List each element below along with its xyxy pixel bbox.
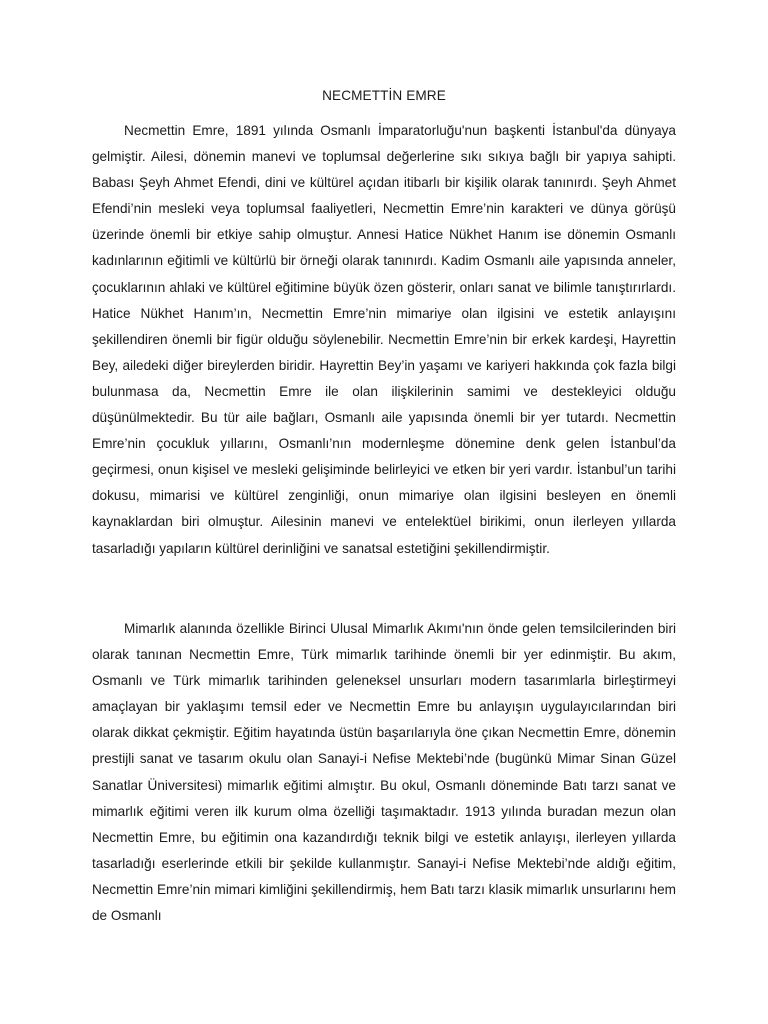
document-title: NECMETTİN EMRE: [322, 88, 446, 103]
paragraph-architecture: Mimarlık alanında özellikle Birinci Ulusal Mimarlık Akımı'nın önde gelen temsilcilerinden biri olarak tanınan Necmettin Emre, Türk mimarlık tarihinde önemli bir yer edinmiştir. Bu akım, Osmanlı ve Türk mimarlık tarihinden geleneksel unsurları modern tasarımlarla birleştirmeyi amaçlayan bir yaklaşımı temsil eder ve Necmettin Emre bu anlayışın uygulayıcılarından biri olarak dikkat çekmiştir. Eğitim hayatında üstün başarılarıyla öne çıkan Necmettin Emre, dönemin prestijli sanat ve tasarım okulu olan Sanayi-i Nefise Mektebi’nde (bugünkü Mimar Sinan Güzel Sanatlar Üniversitesi) mimarlık eğitimi almıştır. Bu okul, Osmanlı döneminde Batı tarzı sanat ve mimarlık eğitimi veren ilk kurum olma özelliği taşımaktadır. 1913 yılında buradan mezun olan Necmettin Emre, bu eğitimin ona kazandırdığı teknik bilgi ve estetik anlayışı, ilerleyen yıllarda tasarladığı eserlerinde etkili bir şekilde kullanmıştır. Sanayi-i Nefise Mektebi’nde aldığı eğitim, Necmettin Emre’nin mimari kimliğini şekillendirmiş, hem Batı tarzı klasik mimarlık unsurlarını hem de Osmanlı: [92, 621, 676, 924]
paragraph-biography: Necmettin Emre, 1891 yılında Osmanlı İmparatorluğu'nun başkenti İstanbul'da dünyaya gelmiştir. Ailesi, dönemin manevi ve toplumsal değerlerine sıkı sıkıya bağlı bir yapıya sahipti. Babası Şeyh Ahmet Efendi, dini ve kültürel açıdan itibarlı bir kişilik olarak tanınırdı. Şeyh Ahmet Efendi’nin mesleki veya toplumsal faaliyetleri, Necmettin Emre’nin karakteri ve dünya görüşü üzerinde önemli bir etkiye sahip olmuştur. Annesi Hatice Nükhet Hanım ise dönemin Osmanlı kadınlarının eğitimli ve kültürlü bir örneği olarak tanınırdı. Kadim Osmanlı aile yapısında anneler, çocuklarının ahlaki ve kültürel eğitimine büyük özen gösterir, onları sanat ve bilimle tanıştırırlardı. Hatice Nükhet Hanım’ın, Necmettin Emre’nin mimariye olan ilgisini ve estetik anlayışını şekillendiren önemli bir figür olduğu söylenebilir. Necmettin Emre’nin bir erkek kardeşi, Hayrettin Bey, ailedeki diğer bireylerden biridir. Hayrettin Bey’in yaşamı ve kariyeri hakkında çok fazla bilgi bulunmasa da, Necmettin Emre ile olan ilişkilerinin samimi ve destekleyici olduğu düşünülmektedir. Bu tür aile bağları, Osmanlı aile yapısında önemli bir yer tutardı. Necmettin Emre’nin çocukluk yıllarını, Osmanlı’nın modernleşme dönemine denk gelen İstanbul’da geçirmesi, onun kişisel ve mesleki gelişiminde belirleyici ve etken bir yeri vardır. İstanbul’un tarihi dokusu, mimarisi ve kültürel zenginliği, onun mimariye olan ilgisini besleyen en önemli kaynaklardan biri olmuştur. Ailesinin manevi ve entelektüel birikimi, onun ilerleyen yıllarda tasarladığı yapıların kültürel derinliğini ve sanatsal estetiğini şekillendirmiştir.: [92, 123, 676, 556]
